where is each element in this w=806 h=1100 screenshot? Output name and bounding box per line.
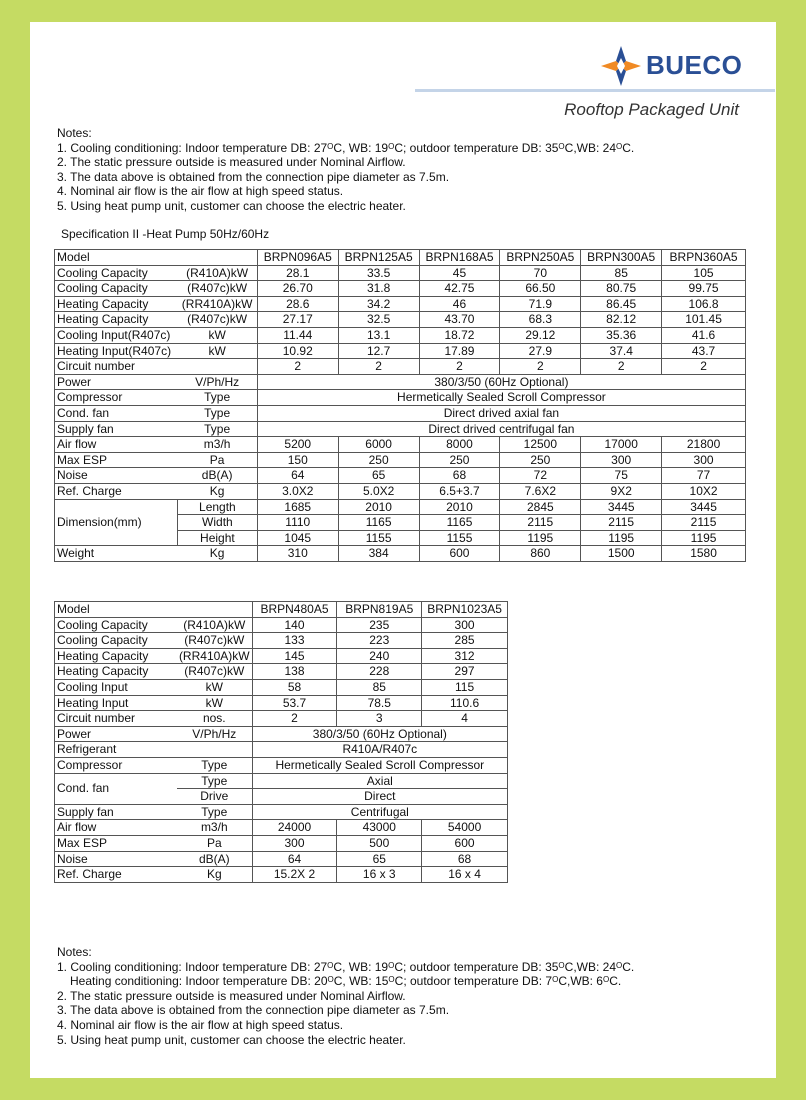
table-row (55, 664, 508, 680)
table-row (55, 804, 508, 820)
row-value: 1580 (662, 546, 746, 562)
row-unit: (R407c)kW (177, 633, 252, 649)
row-value: 13.1 (338, 327, 419, 343)
row-name: Supply fan (55, 421, 178, 437)
row-value: 3.0X2 (257, 483, 338, 499)
table-row (55, 327, 746, 343)
table-row (55, 390, 746, 406)
model-name: BRPN300A5 (581, 250, 662, 266)
row-value: 2115 (500, 515, 581, 531)
row-unit: (R407c)kW (177, 664, 252, 680)
row-unit: m3/h (177, 820, 252, 836)
table-row (55, 711, 508, 727)
table-row (55, 679, 508, 695)
row-unit: Type (177, 421, 257, 437)
row-unit: Type (177, 804, 252, 820)
row-value: 600 (419, 546, 500, 562)
row-value: 240 (337, 648, 422, 664)
table-row (55, 851, 508, 867)
table-row (55, 820, 508, 836)
notes-title: Notes: (57, 126, 92, 140)
row-unit: Width (177, 515, 257, 531)
row-value: 68 (419, 468, 500, 484)
row-unit: Type (177, 390, 257, 406)
row-value: 32.5 (338, 312, 419, 328)
note-3: 3. The data above is obtained from the connection pipe diameter as 7.5m. (57, 169, 450, 184)
row-value: 228 (337, 664, 422, 680)
row-name: Circuit number (55, 711, 177, 727)
note-3: 3. The data above is obtained from the connection pipe diameter as 7.5m. (57, 1003, 450, 1018)
row-value: 10.92 (257, 343, 338, 359)
row-unit: Kg (177, 483, 257, 499)
row-value: 145 (252, 648, 337, 664)
row-value: Hermetically Sealed Scroll Compressor (257, 390, 745, 406)
model-name: BRPN1023A5 (422, 602, 508, 618)
row-value: 1155 (338, 530, 419, 546)
row-value: 2115 (581, 515, 662, 531)
row-name: Cond. fan (55, 773, 177, 804)
table-row (55, 312, 746, 328)
row-unit: kW (177, 327, 257, 343)
row-value: 1155 (419, 530, 500, 546)
row-name: Weight (55, 546, 178, 562)
row-value: 133 (252, 633, 337, 649)
row-unit: kW (177, 695, 252, 711)
row-value: 65 (338, 468, 419, 484)
row-value: Direct drived axial fan (257, 405, 745, 421)
row-value: 600 (422, 835, 508, 851)
table-row (55, 405, 746, 421)
row-value: 77 (662, 468, 746, 484)
row-value: R410A/R407c (252, 742, 507, 758)
row-value: 1195 (662, 530, 746, 546)
note-4: 4. Nominal air flow is the air flow at high speed status. (57, 1017, 344, 1032)
row-unit (177, 359, 257, 375)
row-value: 18.72 (419, 327, 500, 343)
row-value: 27.9 (500, 343, 581, 359)
model-label: Model (55, 250, 258, 266)
table-row (55, 437, 746, 453)
row-name: Power (55, 726, 177, 742)
table-row (55, 374, 746, 390)
row-value: 2 (338, 359, 419, 375)
row-unit: Type (177, 773, 252, 789)
row-value: 3445 (581, 499, 662, 515)
model-name: BRPN480A5 (252, 602, 337, 618)
row-value: 99.75 (662, 281, 746, 297)
table-row (55, 835, 508, 851)
spec-table-2 (54, 601, 508, 883)
row-value: 68 (422, 851, 508, 867)
row-value: 300 (252, 835, 337, 851)
row-value: 2115 (662, 515, 746, 531)
row-value: 58 (252, 679, 337, 695)
row-value: 34.2 (338, 296, 419, 312)
table-header-row (55, 602, 508, 618)
row-value: 53.7 (252, 695, 337, 711)
model-name: BRPN096A5 (257, 250, 338, 266)
row-name: Dimension(mm) (55, 499, 178, 546)
bueco-logo (600, 44, 770, 88)
row-unit: V/Ph/Hz (177, 374, 257, 390)
note-1: 1. Cooling conditioning: Indoor temperature DB: $27^OC$, WB: $19^OC$; outdoor temperature DB: $35^OC,WB$: $24^OC$. (57, 140, 635, 155)
row-value: 35.36 (581, 327, 662, 343)
row-value: 2 (252, 711, 337, 727)
note-5: 5. Using heat pump unit, customer can choose the electric heater. (57, 1032, 406, 1047)
row-value: 43000 (337, 820, 422, 836)
row-value: 1195 (581, 530, 662, 546)
table-row (55, 468, 746, 484)
row-value: 86.45 (581, 296, 662, 312)
row-value: 6.5+3.7 (419, 483, 500, 499)
row-value: 2 (662, 359, 746, 375)
row-value: 64 (252, 851, 337, 867)
row-value: 223 (337, 633, 422, 649)
table-row (55, 726, 508, 742)
row-value: 29.12 (500, 327, 581, 343)
note-4: 4. Nominal air flow is the air flow at high speed status. (57, 184, 344, 199)
row-value: 310 (257, 546, 338, 562)
row-value: 138 (252, 664, 337, 680)
row-value: 106.8 (662, 296, 746, 312)
row-name: Ref. Charge (55, 867, 177, 883)
table-row (55, 695, 508, 711)
note-2: 2. The static pressure outside is measured under Nominal Airflow. (57, 155, 406, 170)
row-value: 297 (422, 664, 508, 680)
row-value: 33.5 (338, 265, 419, 281)
row-value: 75 (581, 468, 662, 484)
row-value: 31.8 (338, 281, 419, 297)
table-row (55, 421, 746, 437)
row-unit: Length (177, 499, 257, 515)
row-name: Cond. fan (55, 405, 178, 421)
row-value: 11.44 (257, 327, 338, 343)
row-value: 28.6 (257, 296, 338, 312)
table-row (55, 546, 746, 562)
row-name: Power (55, 374, 178, 390)
row-value: 5200 (257, 437, 338, 453)
row-value: 10X2 (662, 483, 746, 499)
row-unit: (RR410A)kW (177, 648, 252, 664)
row-name: Cooling Input(R407c) (55, 327, 178, 343)
row-unit: (R407c)kW (177, 281, 257, 297)
row-name: Air flow (55, 820, 177, 836)
row-value: 380/3/50 (60Hz Optional) (257, 374, 745, 390)
row-value: 42.75 (419, 281, 500, 297)
row-value: 300 (581, 452, 662, 468)
table-row (55, 617, 508, 633)
table-row (55, 452, 746, 468)
row-value: 312 (422, 648, 508, 664)
row-value: 250 (500, 452, 581, 468)
row-value: 150 (257, 452, 338, 468)
table-row (55, 867, 508, 883)
notes-top (57, 126, 634, 214)
row-value: 3445 (662, 499, 746, 515)
row-name: Cooling Capacity (55, 265, 178, 281)
table-header-row (55, 250, 746, 266)
row-value: 66.50 (500, 281, 581, 297)
table-row (55, 633, 508, 649)
row-value: 8000 (419, 437, 500, 453)
row-value: 860 (500, 546, 581, 562)
notes-title: Notes: (57, 945, 92, 959)
row-value: 78.5 (337, 695, 422, 711)
row-unit: dB(A) (177, 468, 257, 484)
row-value: 43.7 (662, 343, 746, 359)
table-row (55, 343, 746, 359)
notes-bottom (57, 945, 634, 1047)
model-label: Model (55, 602, 253, 618)
row-value: 16 x 3 (337, 867, 422, 883)
table-row (55, 281, 746, 297)
note-5: 5. Using heat pump unit, customer can choose the electric heater. (57, 198, 406, 213)
row-value: 26.70 (257, 281, 338, 297)
row-value: 2 (500, 359, 581, 375)
row-value: 43.70 (419, 312, 500, 328)
row-value: 3 (337, 711, 422, 727)
row-name: Supply fan (55, 804, 177, 820)
row-unit: Pa (177, 452, 257, 468)
row-name: Noise (55, 468, 178, 484)
table-row (55, 296, 746, 312)
row-unit: Pa (177, 835, 252, 851)
note-2: 2. The static pressure outside is measured under Nominal Airflow. (57, 988, 406, 1003)
row-name: Heating Capacity (55, 664, 177, 680)
row-value: 17.89 (419, 343, 500, 359)
row-value: 70 (500, 265, 581, 281)
row-value: 45 (419, 265, 500, 281)
row-value: 2 (419, 359, 500, 375)
row-name: Heating Input(R407c) (55, 343, 178, 359)
row-value: Hermetically Sealed Scroll Compressor (252, 757, 507, 773)
row-unit (177, 742, 252, 758)
row-unit: kW (177, 343, 257, 359)
row-value: 17000 (581, 437, 662, 453)
row-name: Compressor (55, 390, 178, 406)
row-value: 1110 (257, 515, 338, 531)
row-value: 85 (581, 265, 662, 281)
row-value: Direct drived centrifugal fan (257, 421, 745, 437)
table-row (55, 359, 746, 375)
row-value: 2010 (338, 499, 419, 515)
row-value: 12500 (500, 437, 581, 453)
table-row (55, 499, 746, 515)
row-value: 235 (337, 617, 422, 633)
table-row (55, 483, 746, 499)
row-value: 12.7 (338, 343, 419, 359)
row-value: 1195 (500, 530, 581, 546)
row-name: Heating Capacity (55, 296, 178, 312)
row-value: 2 (257, 359, 338, 375)
row-name: Cooling Input (55, 679, 177, 695)
row-name: Max ESP (55, 835, 177, 851)
row-value: 1685 (257, 499, 338, 515)
row-name: Max ESP (55, 452, 178, 468)
row-value: 65 (337, 851, 422, 867)
row-value: 110.6 (422, 695, 508, 711)
row-value: 85 (337, 679, 422, 695)
row-value: 24000 (252, 820, 337, 836)
brand-name: BUECO (646, 50, 743, 80)
row-value: 101.45 (662, 312, 746, 328)
row-value: 27.17 (257, 312, 338, 328)
row-name: Ref. Charge (55, 483, 178, 499)
model-name: BRPN125A5 (338, 250, 419, 266)
row-value: 21800 (662, 437, 746, 453)
row-value: 384 (338, 546, 419, 562)
row-unit: kW (177, 679, 252, 695)
document-subtitle: Rooftop Packaged Unit (564, 100, 739, 119)
row-value: 1045 (257, 530, 338, 546)
table-row (55, 757, 508, 773)
row-value: 82.12 (581, 312, 662, 328)
row-value: Centrifugal (252, 804, 507, 820)
row-value: 1500 (581, 546, 662, 562)
model-name: BRPN168A5 (419, 250, 500, 266)
row-unit: Drive (177, 789, 252, 805)
table-row (55, 648, 508, 664)
row-name: Circuit number (55, 359, 178, 375)
row-value: 1165 (419, 515, 500, 531)
row-name: Cooling Capacity (55, 633, 177, 649)
row-unit: (R407c)kW (177, 312, 257, 328)
row-name: Refrigerant (55, 742, 177, 758)
row-value: 5.0X2 (338, 483, 419, 499)
row-value: 250 (419, 452, 500, 468)
row-value: 41.6 (662, 327, 746, 343)
row-value: 68.3 (500, 312, 581, 328)
row-value: 380/3/50 (60Hz Optional) (252, 726, 507, 742)
row-unit: Kg (177, 867, 252, 883)
row-name: Heating Input (55, 695, 177, 711)
row-value: 2 (581, 359, 662, 375)
row-unit: V/Ph/Hz (177, 726, 252, 742)
model-name: BRPN250A5 (500, 250, 581, 266)
row-value: 300 (662, 452, 746, 468)
row-value: 46 (419, 296, 500, 312)
table-row (55, 742, 508, 758)
note-1-cooling: 1. Cooling conditioning: Indoor temperature DB: $27^OC$, WB: $19^OC$; outdoor temperature DB: $35^OC,WB$: $24^OC$. (57, 959, 635, 974)
row-unit: (RR410A)kW (177, 296, 257, 312)
row-value: 6000 (338, 437, 419, 453)
row-unit: (R410A)kW (177, 265, 257, 281)
spec-label: Specification II -Heat Pump 50Hz/60Hz (61, 227, 270, 241)
table-row (55, 265, 746, 281)
row-value: 15.2X 2 (252, 867, 337, 883)
row-unit: nos. (177, 711, 252, 727)
row-value: 54000 (422, 820, 508, 836)
row-value: 105 (662, 265, 746, 281)
row-value: Direct (252, 789, 507, 805)
model-name: BRPN819A5 (337, 602, 422, 618)
row-unit: (R410A)kW (177, 617, 252, 633)
row-value: 285 (422, 633, 508, 649)
row-value: 250 (338, 452, 419, 468)
row-name: Cooling Capacity (55, 281, 178, 297)
row-value: 500 (337, 835, 422, 851)
row-value: 4 (422, 711, 508, 727)
row-name: Heating Capacity (55, 312, 178, 328)
row-name: Heating Capacity (55, 648, 177, 664)
row-value: Axial (252, 773, 507, 789)
row-unit: dB(A) (177, 851, 252, 867)
row-unit: Kg (177, 546, 257, 562)
row-value: 37.4 (581, 343, 662, 359)
row-value: 72 (500, 468, 581, 484)
row-value: 64 (257, 468, 338, 484)
spec-sheet (30, 22, 776, 1078)
row-value: 1165 (338, 515, 419, 531)
row-value: 2845 (500, 499, 581, 515)
row-value: 80.75 (581, 281, 662, 297)
row-unit: Type (177, 757, 252, 773)
row-value: 71.9 (500, 296, 581, 312)
bueco-star-icon (600, 44, 642, 88)
row-name: Compressor (55, 757, 177, 773)
row-value: 16 x 4 (422, 867, 508, 883)
row-value: 140 (252, 617, 337, 633)
note-1-heating: Heating conditioning: Indoor temperature DB: $20^OC$, WB: $15^OC$; outdoor temperature DB: $7^OC,WB$: $6^OC$. (70, 974, 622, 989)
row-value: 115 (422, 679, 508, 695)
spec-table-1 (54, 249, 746, 562)
model-name: BRPN360A5 (662, 250, 746, 266)
row-value: 9X2 (581, 483, 662, 499)
row-name: Air flow (55, 437, 178, 453)
row-unit: Type (177, 405, 257, 421)
row-value: 7.6X2 (500, 483, 581, 499)
table-row (55, 773, 508, 789)
row-value: 2010 (419, 499, 500, 515)
row-unit: m3/h (177, 437, 257, 453)
row-value: 28.1 (257, 265, 338, 281)
header-rule (415, 89, 775, 92)
row-unit: Height (177, 530, 257, 546)
row-value: 300 (422, 617, 508, 633)
row-name: Noise (55, 851, 177, 867)
row-name: Cooling Capacity (55, 617, 177, 633)
